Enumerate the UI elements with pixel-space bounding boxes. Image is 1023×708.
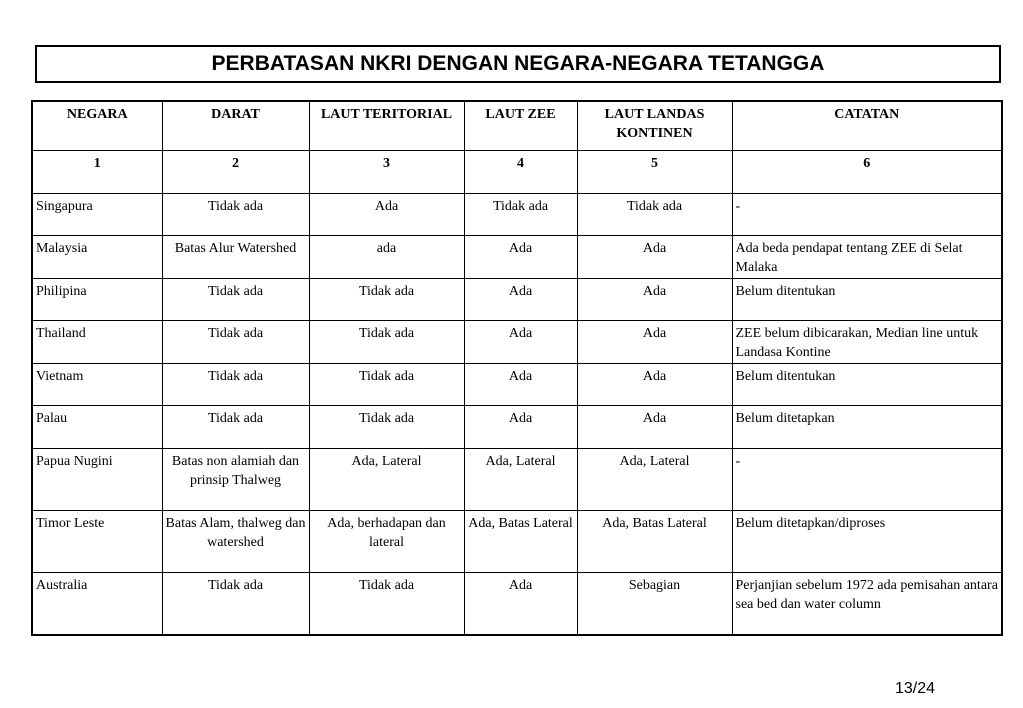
cell-teritorial: Ada, berhadapan dan lateral	[309, 510, 464, 572]
table-row	[32, 235, 1002, 278]
column-number-row	[32, 150, 1002, 193]
cell-kontinen: Ada, Lateral	[577, 448, 732, 510]
page-number: 13/24	[895, 680, 936, 697]
cell-teritorial: Tidak ada	[309, 405, 464, 448]
cell-zee: Tidak ada	[464, 193, 577, 235]
cell-teritorial: ada	[309, 235, 464, 278]
cell-darat: Tidak ada	[162, 572, 309, 635]
cell-darat: Tidak ada	[162, 320, 309, 363]
cell-darat: Tidak ada	[162, 363, 309, 405]
header-laut-teritorial: LAUT TERITORIAL	[309, 101, 464, 150]
cell-zee: Ada	[464, 278, 577, 320]
column-number: 2	[162, 150, 309, 193]
column-number: 5	[577, 150, 732, 193]
column-number: 3	[309, 150, 464, 193]
column-number: 1	[32, 150, 162, 193]
column-number: 4	[464, 150, 577, 193]
cell-catatan: -	[732, 448, 1002, 510]
cell-darat: Batas Alam, thalweg dan watershed	[162, 510, 309, 572]
cell-negara: Singapura	[32, 193, 162, 235]
cell-negara: Papua Nugini	[32, 448, 162, 510]
header-negara: NEGARA	[32, 101, 162, 150]
cell-kontinen: Ada	[577, 278, 732, 320]
cell-catatan: Belum ditentukan	[732, 278, 1002, 320]
cell-zee: Ada	[464, 363, 577, 405]
cell-catatan: Ada beda pendapat tentang ZEE di Selat Malaka	[732, 235, 1002, 278]
table-row	[32, 363, 1002, 405]
cell-kontinen: Ada, Batas Lateral	[577, 510, 732, 572]
cell-negara: Timor Leste	[32, 510, 162, 572]
cell-kontinen: Ada	[577, 363, 732, 405]
border-table	[31, 100, 1003, 636]
cell-catatan: Belum ditetapkan/diproses	[732, 510, 1002, 572]
cell-catatan: Belum ditentukan	[732, 363, 1002, 405]
table-row	[32, 448, 1002, 510]
cell-kontinen: Ada	[577, 405, 732, 448]
cell-teritorial: Tidak ada	[309, 320, 464, 363]
header-row	[32, 101, 1002, 150]
header-laut-landas-kontinen: LAUT LANDAS KONTINEN	[577, 101, 732, 150]
table-row	[32, 278, 1002, 320]
table-row	[32, 320, 1002, 363]
cell-zee: Ada	[464, 572, 577, 635]
cell-zee: Ada, Lateral	[464, 448, 577, 510]
cell-teritorial: Ada	[309, 193, 464, 235]
cell-darat: Tidak ada	[162, 278, 309, 320]
cell-negara: Malaysia	[32, 235, 162, 278]
cell-kontinen: Ada	[577, 320, 732, 363]
cell-teritorial: Tidak ada	[309, 363, 464, 405]
cell-teritorial: Ada, Lateral	[309, 448, 464, 510]
cell-catatan: -	[732, 193, 1002, 235]
cell-darat: Batas non alamiah dan prinsip Thalweg	[162, 448, 309, 510]
header-catatan: CATATAN	[732, 101, 1002, 150]
cell-zee: Ada	[464, 405, 577, 448]
header-darat: DARAT	[162, 101, 309, 150]
table-row	[32, 193, 1002, 235]
cell-teritorial: Tidak ada	[309, 278, 464, 320]
page-title: PERBATASAN NKRI DENGAN NEGARA-NEGARA TETANGGA	[211, 52, 825, 75]
cell-darat: Batas Alur Watershed	[162, 235, 309, 278]
table-row	[32, 572, 1002, 635]
cell-darat: Tidak ada	[162, 193, 309, 235]
cell-zee: Ada, Batas Lateral	[464, 510, 577, 572]
cell-negara: Philipina	[32, 278, 162, 320]
cell-catatan: Perjanjian sebelum 1972 ada pemisahan antara sea bed dan water column	[732, 572, 1002, 635]
cell-negara: Thailand	[32, 320, 162, 363]
cell-kontinen: Sebagian	[577, 572, 732, 635]
cell-zee: Ada	[464, 320, 577, 363]
cell-catatan: Belum ditetapkan	[732, 405, 1002, 448]
title-box	[35, 45, 1001, 83]
cell-teritorial: Tidak ada	[309, 572, 464, 635]
cell-darat: Tidak ada	[162, 405, 309, 448]
cell-catatan: ZEE belum dibicarakan, Median line untuk Landasa Kontine	[732, 320, 1002, 363]
cell-negara: Palau	[32, 405, 162, 448]
cell-zee: Ada	[464, 235, 577, 278]
table-row	[32, 510, 1002, 572]
column-number: 6	[732, 150, 1002, 193]
cell-negara: Australia	[32, 572, 162, 635]
cell-negara: Vietnam	[32, 363, 162, 405]
table-row	[32, 405, 1002, 448]
header-laut-zee: LAUT ZEE	[464, 101, 577, 150]
cell-kontinen: Ada	[577, 235, 732, 278]
cell-kontinen: Tidak ada	[577, 193, 732, 235]
